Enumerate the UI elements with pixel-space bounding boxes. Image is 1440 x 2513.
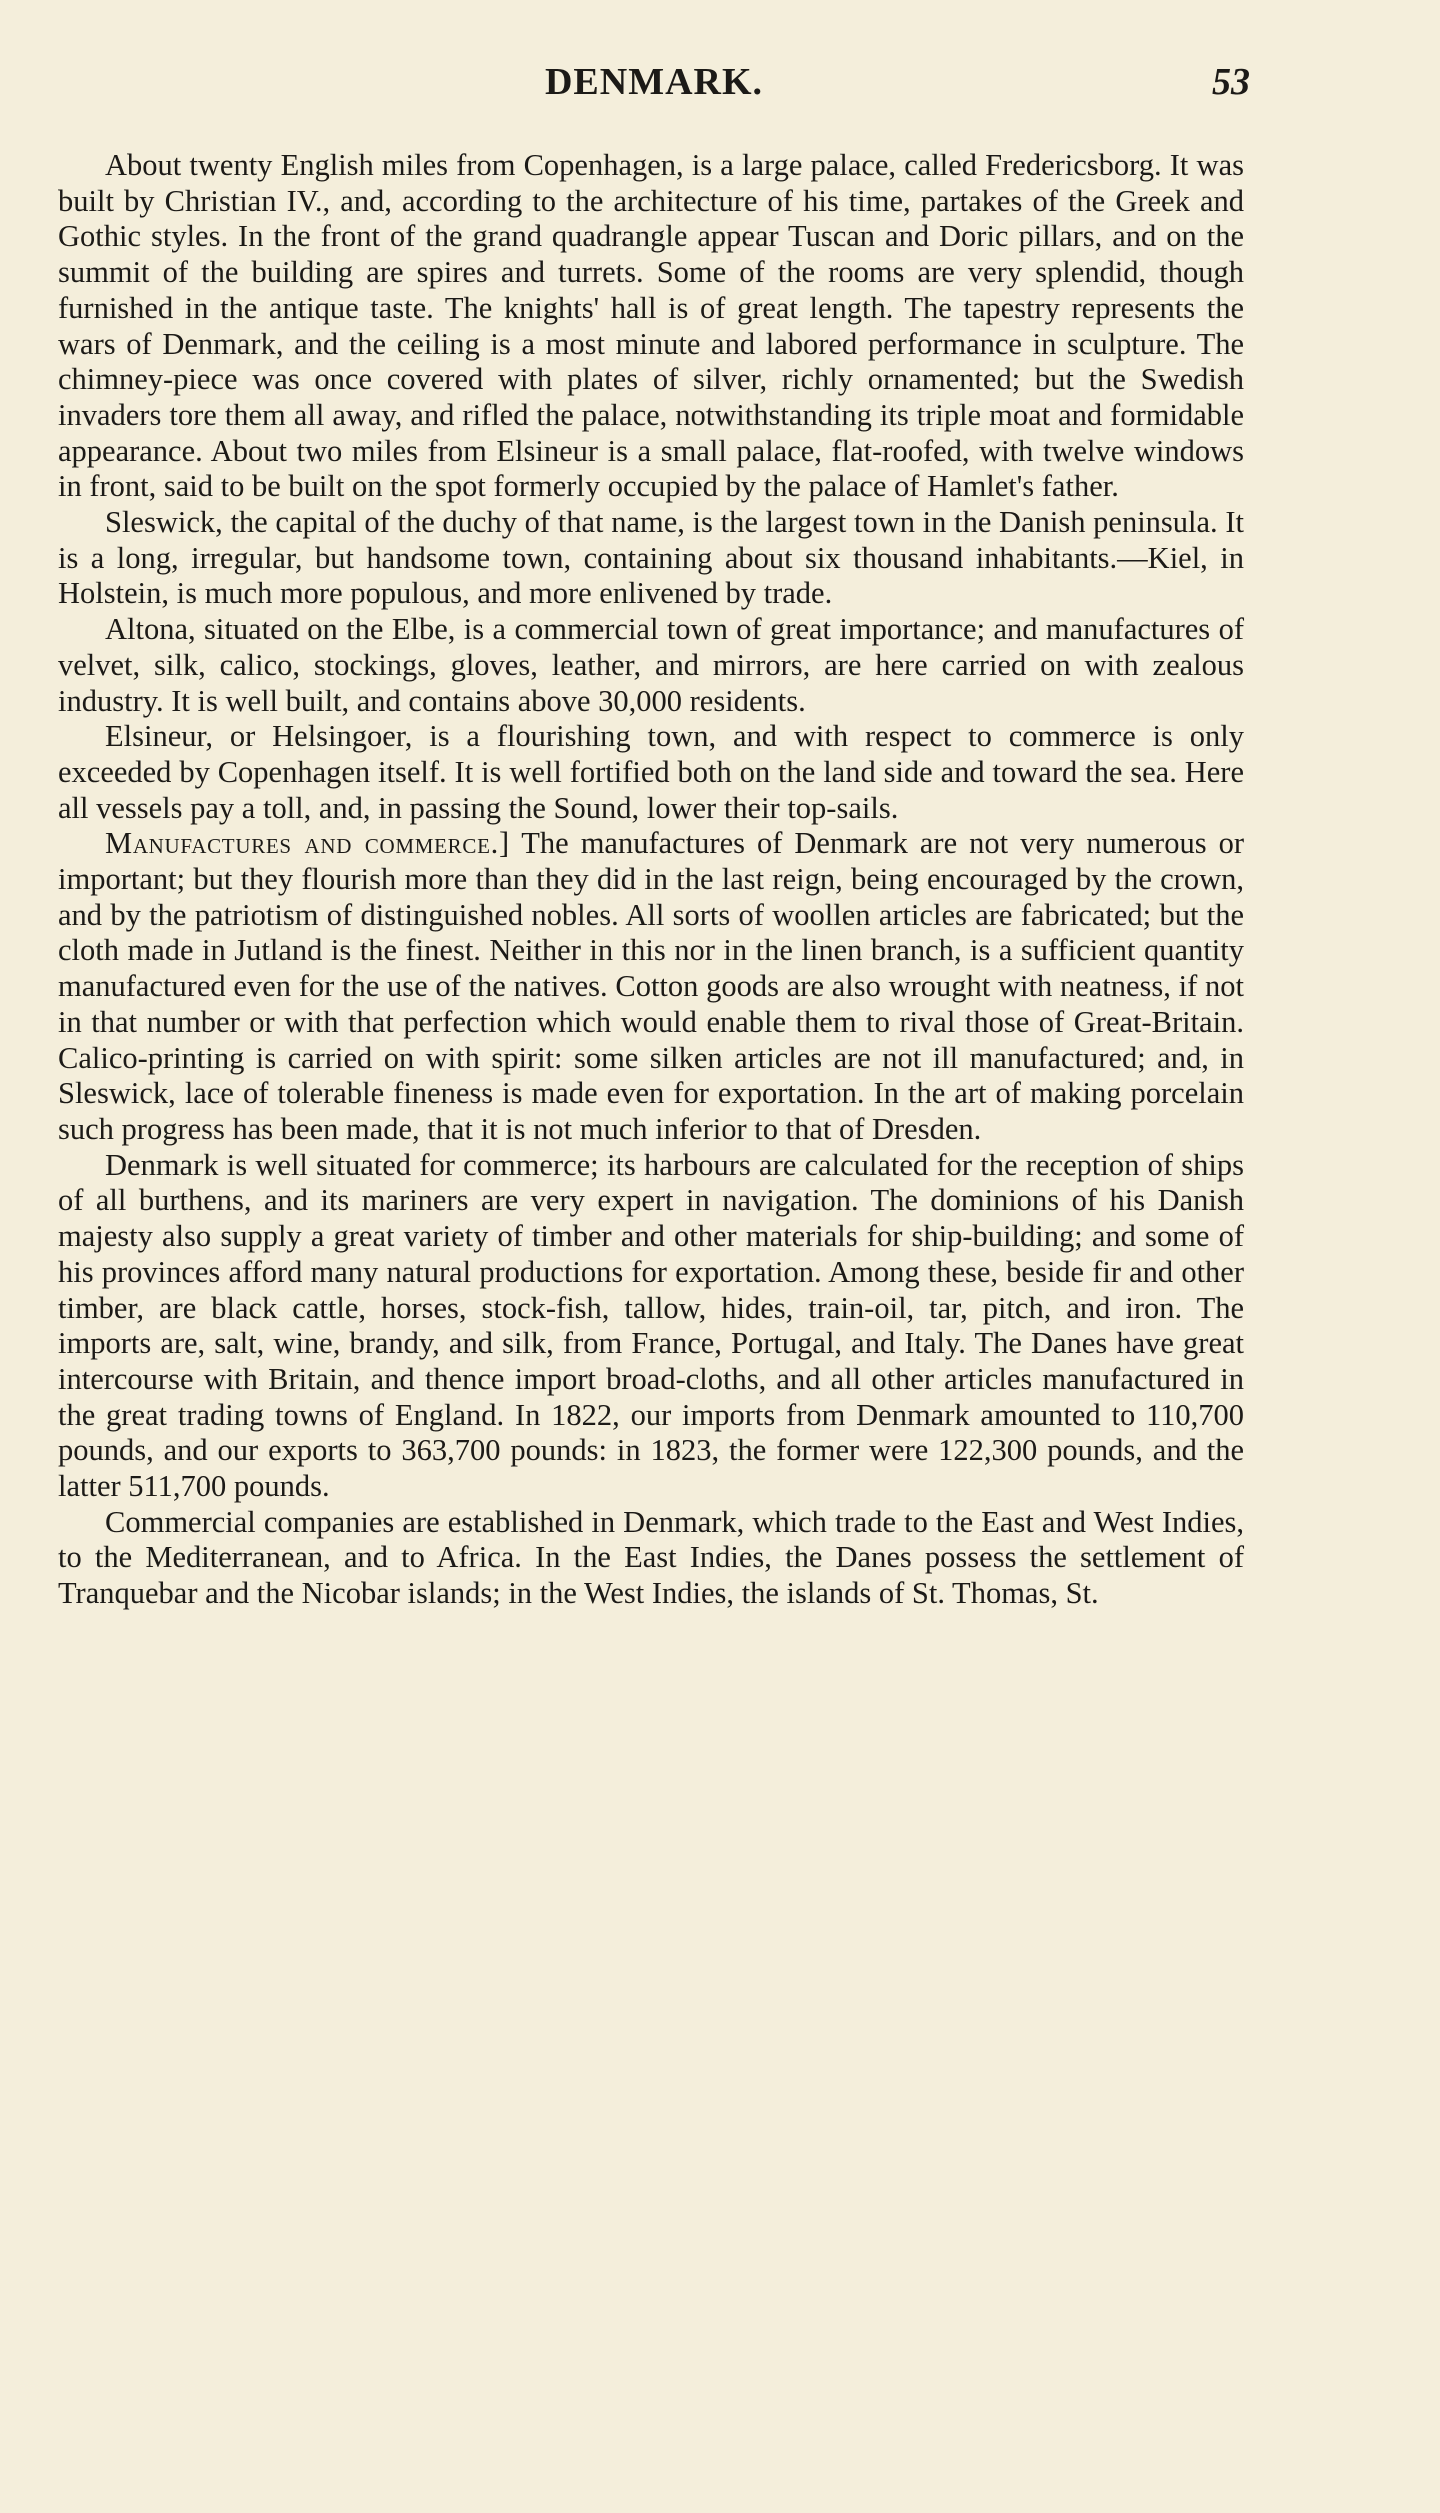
manufactures-text: The manufactures of Denmark are not very numerous or important; but they flourish more than they did in the last reign, being encouraged by the crown, and by the patriotism of distinguished nobles. All sorts of woollen articles are fabricated; but the cloth made in Jutland is the finest. Neither in this nor in the linen branch, is a sufficient quantity manufactured even for the use of the natives. Cotton goods are also wrought with neatness, if not in that number or with that perfection which would enable them to rival those of Great-Britain. Calico-printing is carried on with spirit: some silken articles are not ill manufactured; and, in Sleswick, lace of tolerable fineness is made even for exportation. In the art of making porcelain such progress has been made, that it is not much inferior to that of Dresden. — [58, 826, 1245, 1146]
section-heading-manufactures: Manufactures and commerce.] — [105, 826, 510, 861]
paragraph-commerce: Denmark is well situated for commerce; its harbours are calculated for the reception of ships of all burthens, and its mariners are very expert in navigation. The dominions of his Danish majesty also supply a great variety of timber and other materials for ship-building; and some of his provinces afford many natural productions for exportation. Among these, beside fir and other timber, are black cattle, horses, stock-fish, tallow, hides, train-oil, tar, pitch, and iron. The imports are, salt, wine, brandy, and silk, from France, Portugal, and Italy. The Danes have great intercourse with Britain, and thence import broad-cloths, and all other articles manufactured in the great trading towns of England. In 1822, our imports from Denmark amounted to 110,700 pounds, and our exports to 363,700 pounds: in 1823, the former were 122,300 pounds, and the latter 511,700 pounds. — [58, 1147, 1244, 1504]
page-number: 53 — [1212, 61, 1250, 103]
paragraph-sleswick: Sleswick, the capital of the duchy of that name, is the largest town in the Danish peninsula. It is a long, irregular, but handsome town, containing about six thousand inhabitants.—Kiel, in Holstein, is much more populous, and more enlivened by trade. — [58, 505, 1244, 611]
paragraph-altona: Altona, situated on the Elbe, is a commercial town of great importance; and manufactures of velvet, silk, calico, stockings, gloves, leather, and mirrors, are here carried on with zealous industry. It is well built, and contains above 30,000 residents. — [58, 612, 1244, 718]
paragraph-companies: Commercial companies are established in Denmark, which trade to the East and West Indies, to the Mediterranean, and to Africa. In the East Indies, the Danes possess the settlement of Tranquebar and the Nicobar islands; in the West Indies, the islands of St. Thomas, St. — [58, 1504, 1244, 1611]
paragraph-manufactures — [58, 826, 1244, 1147]
running-head: DENMARK. — [544, 61, 764, 103]
page-body — [58, 148, 1244, 1612]
paragraph-elsineur: Elsineur, or Helsingoer, is a flourishing town, and with respect to commerce is only exceeded by Copenhagen itself. It is well fortified both on the land side and toward the sea. Here all vessels pay a toll, and, in passing the Sound, lower their top-sails. — [58, 719, 1244, 825]
paragraph-fredericsborg: About twenty English miles from Copenhagen, is a large palace, called Fredericsborg. It was built by Christian IV., and, according to the architecture of his time, partakes of the Greek and Gothic styles. In the front of the grand quadrangle appear Tuscan and Doric pillars, and on the summit of the building are spires and turrets. Some of the rooms are very splendid, though furnished in the antique taste. The knights' hall is of great length. The tapestry represents the wars of Denmark, and the ceiling is a most minute and labored performance in sculpture. The chimney-piece was once covered with plates of silver, richly ornamented; but the Swedish invaders tore them all away, and rifled the palace, notwithstanding its triple moat and formidable appearance. About two miles from Elsineur is a small palace, flat-roofed, with twelve windows in front, said to be built on the spot formerly occupied by the palace of Hamlet's father. — [58, 148, 1244, 504]
page-header — [58, 60, 1250, 120]
